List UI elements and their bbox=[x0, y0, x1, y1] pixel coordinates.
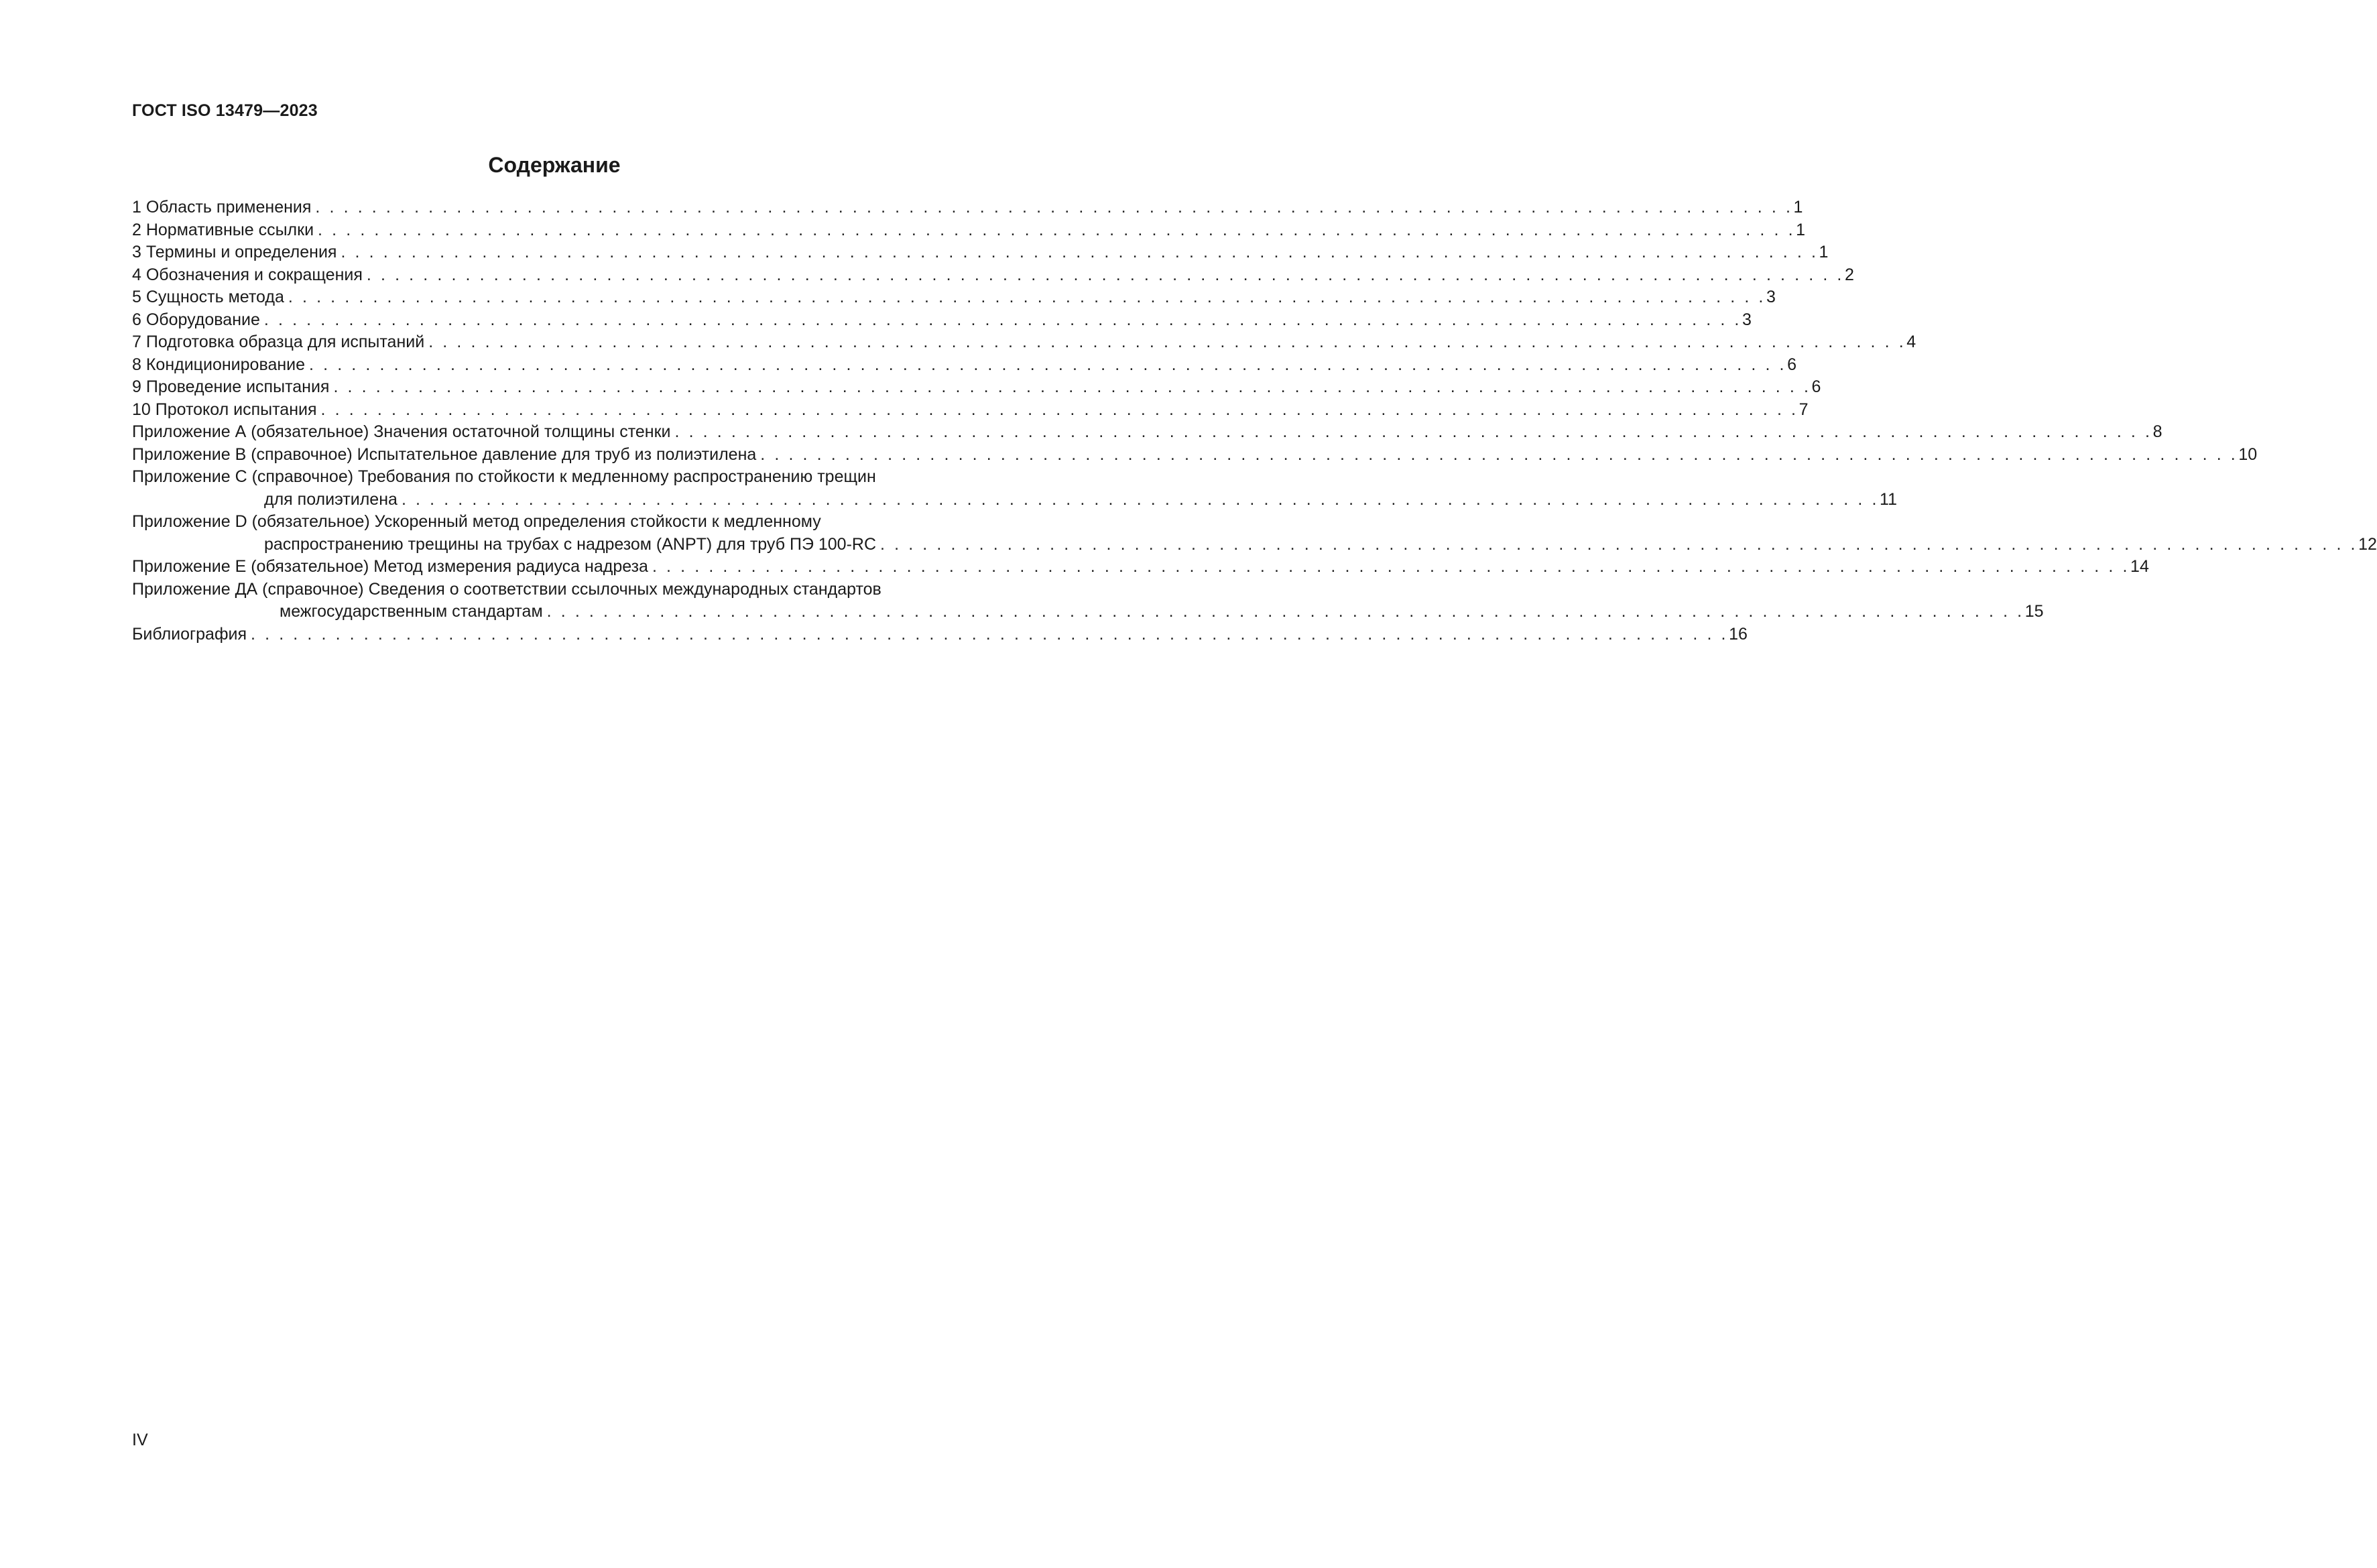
toc-dot-leader: . . . . . . . . . . . . . . . . . . . . . . . . . . . . . . . . . . . . . . . . . . . . . . . . . . . . . . . . . . . . . . . . . . . . . . . . . . . . . . . . . . . . . . . . . . . . . . . . . . . . . . . . . bbox=[341, 243, 1819, 261]
toc-entry-page: 7 bbox=[1799, 400, 1809, 419]
toc-entry-title: Приложение ДА (справочное) Сведения о соответствии ссылочных международных стандартов bbox=[132, 579, 881, 599]
toc-entry-title: 9 Проведение испытания bbox=[132, 377, 330, 396]
toc-entry-page: 1 bbox=[1796, 220, 1806, 239]
toc-entry[interactable] bbox=[132, 376, 1821, 399]
toc-entry[interactable] bbox=[132, 579, 1037, 601]
toc-entry-title: Приложение Е (обязательное) Метод измерения радиуса надреза bbox=[132, 557, 648, 576]
toc-entry-page: 15 bbox=[2024, 602, 2044, 621]
toc-entry-title: 8 Кондиционирование bbox=[132, 355, 306, 374]
toc-dot-leader: . . . . . . . . . . . . . . . . . . . . . . . . . . . . . . . . . . . . . . . . . . . . . . . . . . . . . . . . . . . . . . . . . . . . . . . . . . . . . . . . . . . . . . . . . . . . . . . . . . . . . . . . . bbox=[315, 198, 1793, 217]
table-of-contents bbox=[132, 196, 2377, 646]
toc-dot-leader: . . . . . . . . . . . . . . . . . . . . . . . . . . . . . . . . . . . . . . . . . . . . . . . . . . . . . . . . . . . . . . . . . . . . . . . . . . . . . . . . . . . . . . . . . . . . . . . . . . . . . . . . . bbox=[401, 489, 1880, 509]
toc-entry[interactable] bbox=[132, 511, 1037, 534]
toc-entry-page: 6 bbox=[1787, 355, 1797, 374]
toc-entry-title: Приложение В (справочное) Испытательное давление для труб из полиэтилена bbox=[132, 444, 757, 464]
document-id: ГОСТ ISO 13479—2023 bbox=[132, 101, 318, 120]
toc-entry-title: 7 Подготовка образца для испытаний bbox=[132, 333, 425, 351]
toc-entry-title: Приложение D (обязательное) Ускоренный метод определения стойкости к медленному bbox=[132, 512, 821, 531]
toc-entry-page: 2 bbox=[1844, 265, 1854, 284]
toc-entry-title: 2 Нормативные ссылки bbox=[132, 220, 314, 239]
toc-entry-page: 16 bbox=[1729, 624, 1748, 644]
toc-entry[interactable] bbox=[132, 421, 2162, 444]
toc-dot-leader: . . . . . . . . . . . . . . . . . . . . . . . . . . . . . . . . . . . . . . . . . . . . . . . . . . . . . . . . . . . . . . . . . . . . . . . . . . . . . . . . . . . . . . . . . . . . . . . . . . . . . . . . . bbox=[318, 220, 1796, 239]
toc-dot-leader: . . . . . . . . . . . . . . . . . . . . . . . . . . . . . . . . . . . . . . . . . . . . . . . . . . . . . . . . . . . . . . . . . . . . . . . . . . . . . . . . . . . . . . . . . . . . . . . . . . . . . . . . . bbox=[546, 602, 2024, 621]
toc-entry-title: Приложение А (обязательное) Значения остаточной толщины стенки bbox=[132, 422, 671, 441]
toc-entry-continuation-line[interactable] bbox=[132, 489, 1897, 511]
toc-entry[interactable] bbox=[132, 286, 1776, 309]
toc-entry-title: Приложение С (справочное) Требования по стойкости к медленному распространению трещин bbox=[132, 467, 876, 486]
page-number: IV bbox=[132, 1431, 148, 1449]
toc-dot-leader: . . . . . . . . . . . . . . . . . . . . . . . . . . . . . . . . . . . . . . . . . . . . . . . . . . . . . . . . . . . . . . . . . . . . . . . . . . . . . . . . . . . . . . . . . . . . . . . . . . . . . . . . . bbox=[333, 377, 1811, 396]
toc-entry[interactable] bbox=[132, 196, 1803, 219]
toc-entry[interactable] bbox=[132, 264, 1854, 287]
toc-entry-title: 6 Оборудование bbox=[132, 310, 260, 329]
toc-entry-page: 4 bbox=[1906, 333, 1916, 351]
toc-entry-title: Библиография bbox=[132, 624, 247, 644]
toc-entry[interactable] bbox=[132, 331, 1916, 354]
toc-dot-leader: . . . . . . . . . . . . . . . . . . . . . . . . . . . . . . . . . . . . . . . . . . . . . . . . . . . . . . . . . . . . . . . . . . . . . . . . . . . . . . . . . . . . . . . . . . . . . . . . . . . . . . . . . bbox=[880, 534, 2358, 554]
toc-entry-page: 6 bbox=[1811, 377, 1821, 396]
toc-entry[interactable] bbox=[132, 466, 1037, 489]
toc-entry-title: 10 Протокол испытания bbox=[132, 400, 317, 419]
toc-entry-continuation: межгосударственным стандартам bbox=[280, 602, 543, 621]
toc-entry-page: 1 bbox=[1819, 243, 1829, 261]
toc-entry-page: 12 bbox=[2358, 534, 2377, 554]
toc-entry-page: 1 bbox=[1793, 198, 1803, 217]
toc-entry[interactable] bbox=[132, 399, 1809, 422]
toc-entry-continuation: для полиэтилена bbox=[264, 489, 398, 509]
toc-entry[interactable] bbox=[132, 444, 2258, 467]
toc-dot-leader: . . . . . . . . . . . . . . . . . . . . . . . . . . . . . . . . . . . . . . . . . . . . . . . . . . . . . . . . . . . . . . . . . . . . . . . . . . . . . . . . . . . . . . . . . . . . . . . . . . . . . . . . . bbox=[652, 557, 2130, 576]
toc-entry[interactable] bbox=[132, 219, 1806, 242]
toc-dot-leader: . . . . . . . . . . . . . . . . . . . . . . . . . . . . . . . . . . . . . . . . . . . . . . . . . . . . . . . . . . . . . . . . . . . . . . . . . . . . . . . . . . . . . . . . . . . . . . . . . . . . . . . . . bbox=[366, 265, 1844, 284]
toc-entry-page: 10 bbox=[2238, 444, 2258, 464]
toc-dot-leader: . . . . . . . . . . . . . . . . . . . . . . . . . . . . . . . . . . . . . . . . . . . . . . . . . . . . . . . . . . . . . . . . . . . . . . . . . . . . . . . . . . . . . . . . . . . . . . . . . . . . . . . . . bbox=[428, 333, 1906, 351]
toc-entry-title: 5 Сущность метода bbox=[132, 288, 284, 306]
toc-entry[interactable] bbox=[132, 623, 1748, 646]
toc-dot-leader: . . . . . . . . . . . . . . . . . . . . . . . . . . . . . . . . . . . . . . . . . . . . . . . . . . . . . . . . . . . . . . . . . . . . . . . . . . . . . . . . . . . . . . . . . . . . . . . . . . . . . . . . . bbox=[288, 288, 1766, 306]
toc-entry[interactable] bbox=[132, 241, 1829, 264]
toc-dot-leader: . . . . . . . . . . . . . . . . . . . . . . . . . . . . . . . . . . . . . . . . . . . . . . . . . . . . . . . . . . . . . . . . . . . . . . . . . . . . . . . . . . . . . . . . . . . . . . . . . . . . . . . . . bbox=[263, 310, 1742, 329]
toc-entry-page: 3 bbox=[1766, 288, 1776, 306]
toc-entry-page: 11 bbox=[1880, 489, 1897, 509]
toc-entry[interactable] bbox=[132, 354, 1797, 377]
toc-entry-title: 4 Обозначения и сокращения bbox=[132, 265, 363, 284]
toc-dot-leader: . . . . . . . . . . . . . . . . . . . . . . . . . . . . . . . . . . . . . . . . . . . . . . . . . . . . . . . . . . . . . . . . . . . . . . . . . . . . . . . . . . . . . . . . . . . . . . . . . . . . . . . . . bbox=[760, 444, 2238, 464]
toc-entry-page: 14 bbox=[2130, 557, 2149, 576]
toc-entry[interactable] bbox=[132, 556, 2149, 579]
toc-entry-title: 3 Термины и определения bbox=[132, 243, 337, 261]
toc-entry-page: 3 bbox=[1742, 310, 1752, 329]
toc-title: Содержание bbox=[488, 153, 621, 177]
toc-dot-leader: . . . . . . . . . . . . . . . . . . . . . . . . . . . . . . . . . . . . . . . . . . . . . . . . . . . . . . . . . . . . . . . . . . . . . . . . . . . . . . . . . . . . . . . . . . . . . . . . . . . . . . . . . bbox=[251, 624, 1729, 644]
toc-entry[interactable] bbox=[132, 309, 1752, 332]
toc-entry-continuation-line[interactable] bbox=[132, 534, 2377, 556]
toc-dot-leader: . . . . . . . . . . . . . . . . . . . . . . . . . . . . . . . . . . . . . . . . . . . . . . . . . . . . . . . . . . . . . . . . . . . . . . . . . . . . . . . . . . . . . . . . . . . . . . . . . . . . . . . . . bbox=[309, 355, 1787, 374]
toc-entry-page: 8 bbox=[2152, 422, 2162, 441]
toc-entry-continuation-line[interactable] bbox=[132, 601, 2044, 623]
toc-entry-title: 1 Область применения bbox=[132, 198, 312, 217]
toc-dot-leader: . . . . . . . . . . . . . . . . . . . . . . . . . . . . . . . . . . . . . . . . . . . . . . . . . . . . . . . . . . . . . . . . . . . . . . . . . . . . . . . . . . . . . . . . . . . . . . . . . . . . . . . . . bbox=[674, 422, 2152, 441]
toc-entry-continuation: распространению трещины на трубах с надрезом (ANPT) для труб ПЭ 100-RC bbox=[264, 534, 877, 554]
toc-dot-leader: . . . . . . . . . . . . . . . . . . . . . . . . . . . . . . . . . . . . . . . . . . . . . . . . . . . . . . . . . . . . . . . . . . . . . . . . . . . . . . . . . . . . . . . . . . . . . . . . . . . . . . . . . bbox=[320, 400, 1799, 419]
